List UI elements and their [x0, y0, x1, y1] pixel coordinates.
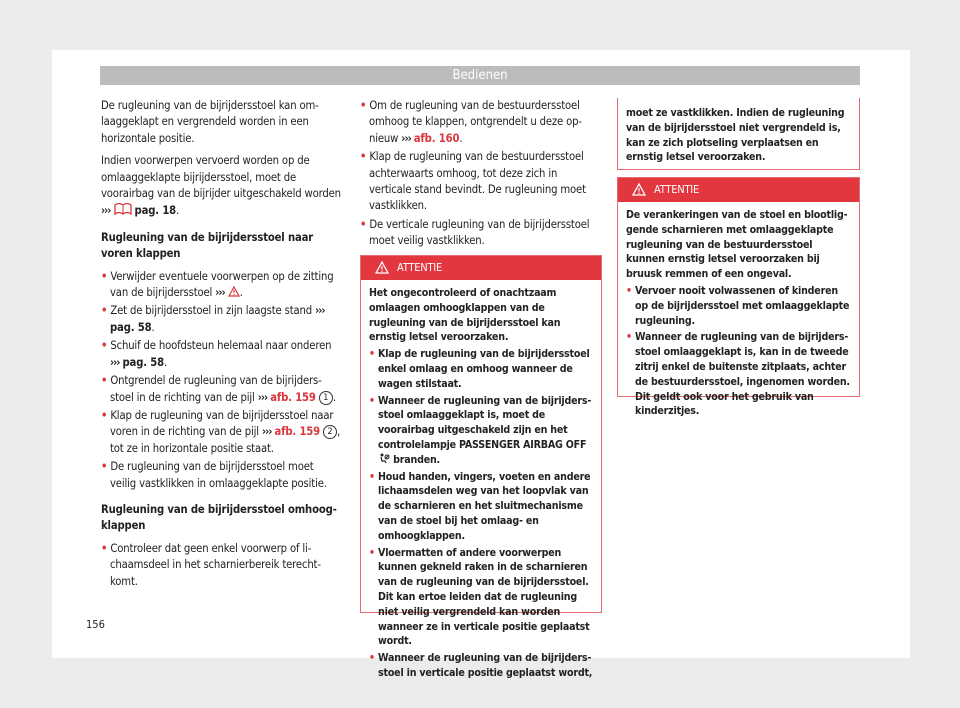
list-item: • Om de rugleuning van de bestuurdersstoel omhoog te klappen, ontgrendelt u deze opnieuw ››› afb. 160.: [360, 99, 582, 145]
airbag-off-icon: [378, 453, 390, 464]
arrow-ref-icon: ›››: [110, 355, 120, 369]
warning-title: ATTENTIE: [618, 178, 859, 202]
callout-number: 1: [319, 391, 333, 405]
column-2: [360, 98, 602, 252]
list-item: • De verticale rugleuning van de bijrijdersstoel moet veilig vastklikken.: [360, 217, 590, 248]
list-item: • Vervoer nooit volwassenen of kinderen op de bijrijdersstoel met omlaaggeklapte rugleuning.: [626, 284, 850, 327]
list-item: • Houd handen, vingers, voeten en andere lichaamsdelen weg van het loopvlak van de scharnieren en het sluitmechanisme van de stoel bij het omlaag- en omhoogklappen.: [369, 470, 591, 542]
warning-title: ATTENTIE: [361, 256, 601, 280]
list-item: • Ontgrendel de rugleuning van de bijrijdersstoel in de richting van de pijl ››› afb. 159 1 .: [101, 374, 336, 404]
list-item: • Klap de rugleuning van de bijrijdersstoel naar voren in de richting van de pijl ››› afb. 159 2 , tot ze in horizontale positie staat.: [101, 408, 341, 455]
warning-box: [360, 255, 602, 679]
paragraph: De rugleuning van de bijrijdersstoel kan omlaaggeklapt en vergrendeld worden in een horizontale positie.: [101, 99, 319, 145]
book-icon: [114, 202, 132, 215]
warning-box: [617, 177, 860, 418]
list-item: • Controleer dat geen enkel voorwerp of lichaamsdeel in het scharnierbereik terechtkomt.: [101, 541, 321, 588]
arrow-ref-icon: ›››: [401, 131, 411, 145]
subheading: Rugleuning van de bijrijdersstoel omhoogklappen: [101, 502, 337, 533]
list-item: • De rugleuning van de bijrijdersstoel moet veilig vastklikken in omlaaggeklapte positie.: [101, 460, 327, 490]
page-number: 156: [86, 618, 105, 631]
section-header: Bedienen: [100, 66, 860, 85]
figure-ref[interactable]: afb. 160: [413, 131, 460, 145]
warning-triangle-icon: [228, 286, 240, 297]
warning-triangle-icon: [632, 183, 646, 196]
page-ref[interactable]: pag. 58: [110, 320, 152, 334]
arrow-ref-icon: ›››: [315, 304, 325, 318]
list-item: • Verwijder eventuele voorwerpen op de zitting van de bijrijdersstoel ››› .: [101, 269, 334, 300]
callout-number: 2: [323, 425, 337, 439]
subheading: Rugleuning van de bijrijdersstoel naar voren klappen: [101, 230, 314, 261]
column-1: [101, 98, 341, 592]
paragraph: Indien voorwerpen vervoerd worden op de omlaaggeklapte bijrijdersstoel, moet de voorairbag van de bijrijder uitgeschakeld worden ››› pag. 18.: [101, 154, 341, 218]
list-item: • Vloermatten of andere voorwerpen kunnen gekneld raken in de scharnieren van de rugleuning van de bijrijdersstoel. Dit kan ertoe leiden dat de rugleuning niet veilig vergrendeld kan worden wanneer ze in verticale positie geplaatst wordt.: [369, 546, 590, 648]
arrow-ref-icon: ›››: [101, 204, 111, 218]
arrow-ref-icon: ›››: [257, 390, 268, 404]
warning-triangle-icon: [375, 261, 389, 274]
list-item: • Klap de rugleuning van de bestuurdersstoel achterwaarts omhoog, tot deze zich in verticale stand bevindt. De rugleuning moet vastklikken.: [360, 150, 586, 213]
arrow-ref-icon: ›››: [215, 286, 225, 300]
figure-ref[interactable]: afb. 159: [270, 390, 316, 404]
list-item: • Wanneer de rugleuning van de bijrijdersstoel omlaaggeklapt is, kan in de tweede zitrij enkel de buitenste zitplaats, achter de bestuurdersstoel, ingenomen worden. Dit geldt ook voor het gebruik van kinderzitjes.: [626, 331, 850, 418]
page-ref[interactable]: pag. 58: [122, 355, 164, 369]
warning-intro: De verankeringen van de stoel en blootliggende scharnieren met omlaaggeklapte rugleuning van de bestuurdersstoel kunnen ernstig letsel veroorzaken bij bruusk remmen of een ongeval.: [626, 209, 848, 281]
list-item: • Wanneer de rugleuning van de bijrijdersstoel in verticale positie geplaatst wordt,: [369, 652, 593, 679]
warning-continuation-box: [617, 98, 860, 170]
warning-continuation: moet ze vastklikken. Indien de rugleuning van de bijrijdersstoel niet vergrendeld is, kan ze zich plotseling verplaatsen en ernstig letsel veroorzaken.: [626, 107, 845, 164]
warning-intro: Het ongecontroleerd of onachtzaam omlaagen omhoogklappen van de rugleuning van de bijrijdersstoel kan ernstig letsel veroorzaken.: [369, 287, 561, 344]
list-item: • Klap de rugleuning van de bijrijdersstoel enkel omlaag en omhoog wanneer de wagen stilstaat.: [369, 348, 590, 390]
arrow-ref-icon: ›››: [262, 425, 272, 439]
figure-ref[interactable]: afb. 159: [274, 425, 321, 439]
list-item: • Wanneer de rugleuning van de bijrijdersstoel omlaaggeklapt is, moet de voorairbag uitgeschakeld zijn en het controlelampje PASSENGER AIRBAG OFF branden.: [369, 394, 592, 466]
page-ref[interactable]: pag. 18: [134, 204, 177, 218]
list-item: • Schuif de hoofdsteun helemaal naar onderen ››› pag. 58.: [101, 339, 332, 369]
list-item: • Zet de bijrijdersstoel in zijn laagste stand ››› pag. 58.: [101, 304, 325, 334]
